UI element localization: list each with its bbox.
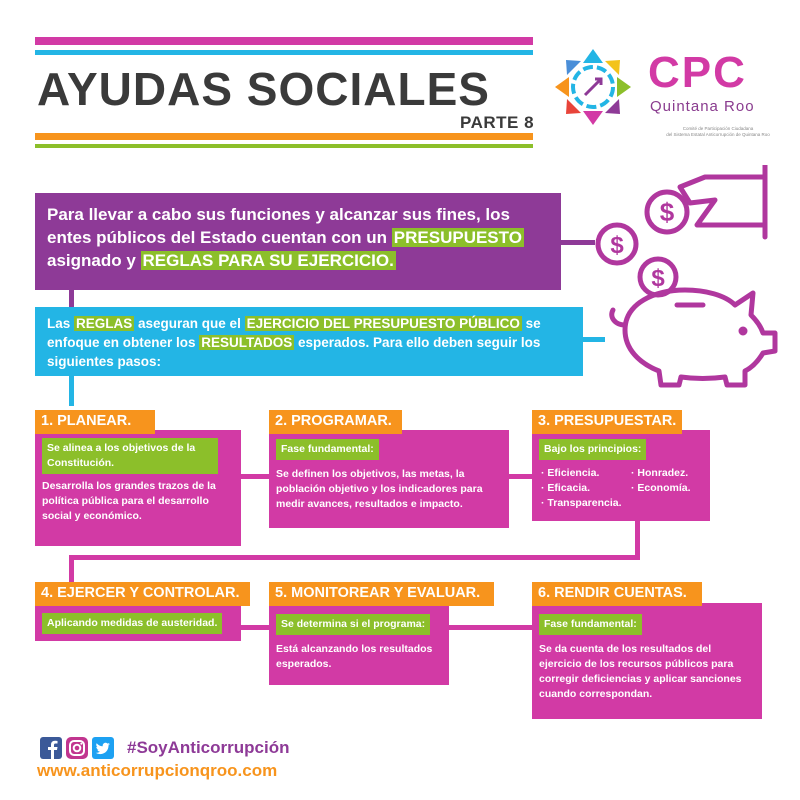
step-4-highlight: Aplicando medidas de austeridad. [42, 613, 222, 634]
rules-text: aseguran que el [134, 316, 245, 331]
cpc-logo-icon [552, 46, 634, 128]
flow-connector [635, 520, 640, 560]
step-1-box [35, 430, 241, 546]
rules-highlight: RESULTADOS [201, 335, 293, 350]
principle-item: · Eficacia. [541, 482, 591, 494]
step-3-principles-right [631, 466, 691, 511]
intro-side-connector [561, 240, 595, 245]
rules-text: esperados. Para ello deben seguir los siguientes pasos: [47, 335, 541, 369]
intro-highlight-budget: PRESUPUESTO [393, 228, 522, 247]
step-1-title: 1. PLANEAR. [35, 410, 155, 434]
intro-panel [35, 193, 561, 290]
coin-icon [647, 192, 687, 232]
step-2-text: Se definen los objetivos, las metas, la población objetivo y los indicadores para medir avances, resultados e impacto. [276, 468, 483, 510]
svg-text:$: $ [610, 232, 624, 259]
principle-item: · Transparencia. [541, 497, 622, 509]
logo-region: Quintana Roo [650, 98, 755, 115]
piggy-icon [612, 290, 775, 385]
step-6-title: 6. RENDIR CUENTAS. [532, 582, 702, 606]
rules-panel [35, 307, 583, 376]
piggy-bank-illustration [585, 165, 800, 390]
svg-text:$: $ [651, 265, 665, 292]
step-3-highlight: Bajo los principios: [539, 439, 646, 460]
step-3-principles [532, 460, 710, 511]
svg-text:$: $ [659, 197, 675, 227]
flow-connector [240, 474, 270, 479]
hand-icon [680, 165, 765, 237]
flow-connector [508, 474, 533, 479]
header-stripe-green [35, 144, 533, 148]
facebook-icon[interactable] [40, 737, 62, 759]
flow-connector [69, 555, 640, 560]
step-6-text: Se da cuenta de los resultados del ejercicio de los recursos públicos para corregir deficiencias y aplicar sanciones cuando correspondan. [539, 643, 742, 700]
step-2-title: 2. PROGRAMAR. [269, 410, 402, 434]
instagram-icon[interactable] [66, 737, 88, 759]
page-subtitle: PARTE 8 [460, 113, 535, 132]
page-title: AYUDAS SOCIALES [37, 63, 490, 115]
step-6-highlight: Fase fundamental: [539, 614, 642, 635]
step-1-highlight: Se alinea a los objetivos de la Constitución. [42, 438, 218, 474]
step-5-title: 5. MONITOREAR Y EVALUAR. [269, 582, 494, 606]
rules-down-connector [69, 376, 74, 406]
logo-caption-line2: del Sistema Estatal Anticorrupción de Quintana Roo [666, 132, 770, 137]
rules-side-connector [583, 337, 605, 342]
social-icons [40, 737, 114, 759]
rules-highlight: REGLAS [76, 316, 133, 331]
step-5-box [269, 603, 449, 685]
intro-highlight-rules: REGLAS PARA SU EJERCICIO. [142, 251, 394, 270]
step-1-text: Desarrolla los grandes trazos de la política pública para el desarrollo social y económico. [42, 480, 216, 522]
intro-text: asignado y [47, 251, 141, 270]
flow-connector [240, 625, 270, 630]
rules-highlight: EJERCICIO DEL PRESUPUESTO PÚBLICO [246, 316, 520, 331]
flow-connector [69, 555, 74, 583]
logo-name: CPC [648, 48, 747, 97]
header-stripe-orange [35, 133, 533, 140]
principle-item: · Eficiencia. [541, 467, 600, 479]
logo-caption-line1: Comité de Participación Ciudadana [682, 126, 754, 131]
step-6-box [532, 603, 762, 719]
step-3-box [532, 430, 710, 521]
step-3-title: 3. PRESUPUESTAR. [532, 410, 682, 434]
header-stripe-pink [35, 37, 533, 45]
header-stripe-cyan [35, 50, 533, 55]
step-2-box [269, 430, 509, 528]
twitter-icon[interactable] [92, 737, 114, 759]
rules-text: se enfoque en obtener los [47, 316, 541, 350]
step-5-text: Está alcanzando los resultados esperados. [276, 643, 433, 670]
hashtag-link[interactable]: #SoyAnticorrupción [127, 738, 290, 757]
rules-text: Las [47, 316, 75, 331]
step-3-principles-left [541, 466, 631, 511]
coin-icon [598, 225, 636, 263]
step-2-highlight: Fase fundamental: [276, 439, 379, 460]
principle-item: · Economía. [631, 482, 691, 494]
step-4-box [35, 603, 241, 641]
principle-item: · Honradez. [631, 467, 689, 479]
flow-connector [448, 625, 533, 630]
step-5-highlight: Se determina si el programa: [276, 614, 430, 635]
website-link[interactable]: www.anticorrupcionqroo.com [37, 761, 278, 780]
intro-text: Para llevar a cabo sus funciones y alcanzar sus fines, los entes públicos del Estado cuentan con un [47, 205, 510, 247]
logo-caption [648, 126, 788, 138]
step-4-title: 4. EJERCER Y CONTROLAR. [35, 582, 250, 606]
